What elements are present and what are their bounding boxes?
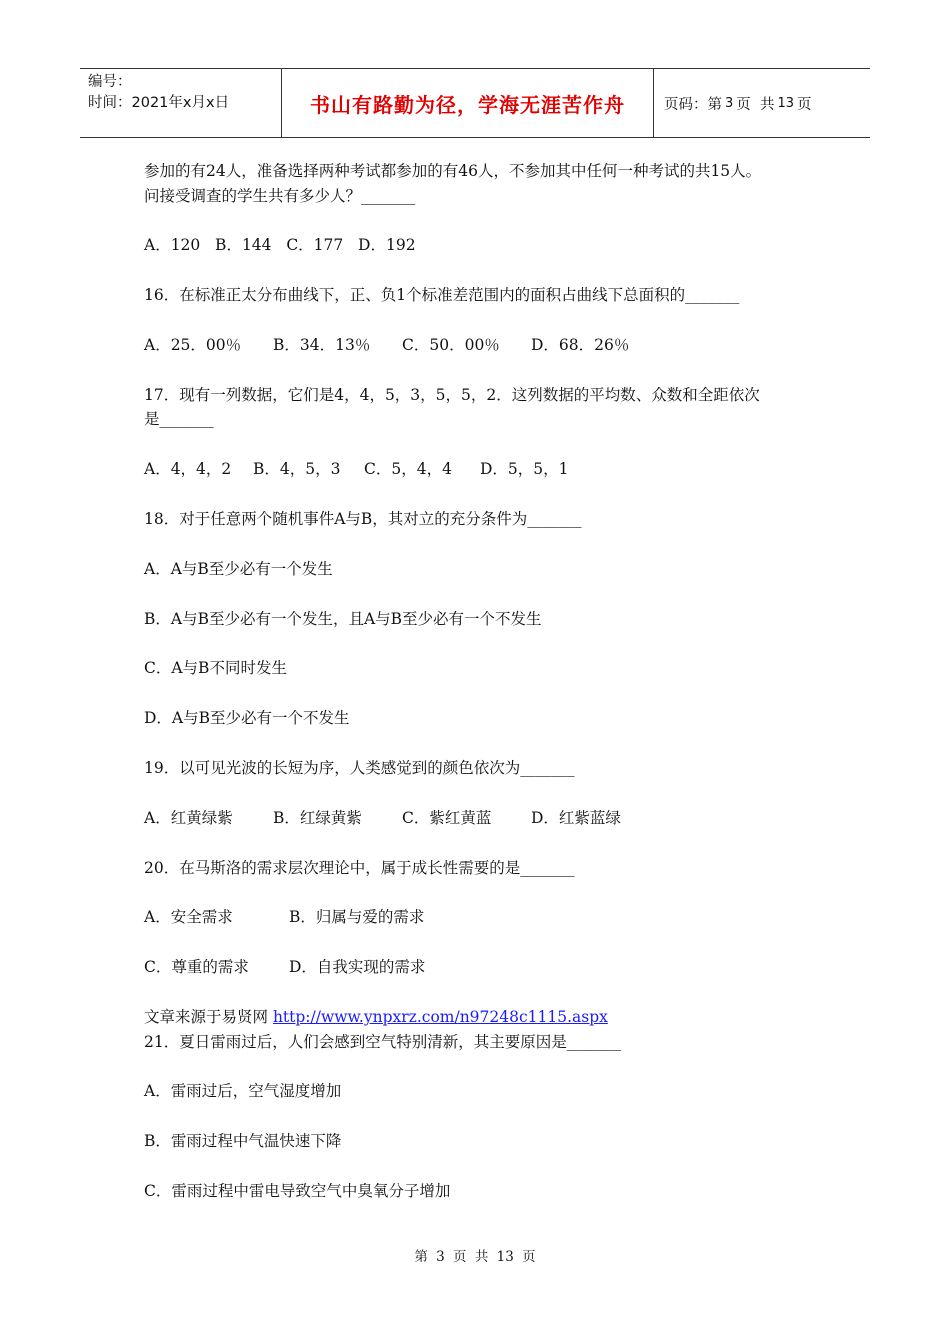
serial-label: 编号： bbox=[88, 74, 132, 90]
q21-option-c: C．雷雨过程中雷电导致空气中臭氧分子增加 bbox=[144, 1182, 451, 1200]
q17-option-b: B．4，5，3 bbox=[253, 460, 341, 478]
q20-option-d: D．自我实现的需求 bbox=[289, 958, 426, 976]
q15-text-line2: 问接受调查的学生共有多少人？_______ bbox=[144, 187, 416, 205]
source-prefix: 文章来源于易贤网 bbox=[144, 1008, 273, 1026]
page-suffix: 页 bbox=[797, 96, 812, 113]
q16-text: 16．在标准正太分布曲线下，正、负1个标准差范围内的面积占曲线下总面积的_______ bbox=[144, 286, 740, 304]
q20-option-a: A．安全需求 bbox=[144, 908, 233, 926]
q18-option-a: A．A与B至少必有一个发生 bbox=[144, 560, 333, 578]
header-page-info bbox=[654, 69, 870, 137]
q17-text-line1: 17．现有一列数据，它们是4，4，5，3，5，5，2．这列数据的平均数、众数和全距依次 bbox=[144, 386, 760, 404]
q17-option-c: C．5，4，4 bbox=[364, 460, 452, 478]
q19-text: 19．以可见光波的长短为序，人类感觉到的颜色依次为_______ bbox=[144, 759, 575, 777]
q21-text: 21．夏日雷雨过后，人们会感到空气特别清新，其主要原因是_______ bbox=[144, 1033, 621, 1051]
page-prefix: 页码：第 bbox=[664, 96, 722, 113]
q20-option-c: C．尊重的需求 bbox=[144, 958, 249, 976]
q20-option-b: B．归属与爱的需求 bbox=[289, 908, 425, 926]
q21-option-a: A．雷雨过后，空气湿度增加 bbox=[144, 1082, 342, 1100]
page-total: 13 bbox=[777, 95, 795, 111]
q21-option-b: B．雷雨过程中气温快速下降 bbox=[144, 1132, 342, 1150]
page-mid: 页 共 bbox=[736, 96, 775, 113]
source-line bbox=[144, 1006, 608, 1028]
q17-text-line2: 是_______ bbox=[144, 410, 214, 428]
q20-options-row1 bbox=[144, 906, 424, 928]
page-header bbox=[80, 68, 870, 138]
q18-option-b: B．A与B至少必有一个发生，且A与B至少必有一个不发生 bbox=[144, 610, 542, 628]
q16-option-a: A．25．00％ bbox=[144, 336, 242, 354]
header-motto: 书山有路勤为径，学海无涯苦作舟 bbox=[282, 69, 654, 137]
q16-option-b: B．34．13％ bbox=[273, 336, 371, 354]
page-footer: 第 3 页 共 13 页 bbox=[414, 1249, 536, 1265]
q18-text: 18．对于任意两个随机事件A与B，其对立的充分条件为_______ bbox=[144, 510, 582, 528]
q19-option-a: A．红黄绿紫 bbox=[144, 809, 233, 827]
q20-text: 20．在马斯洛的需求层次理论中，属于成长性需要的是_______ bbox=[144, 859, 575, 877]
q18-option-c: C．A与B不同时发生 bbox=[144, 659, 287, 677]
q18-option-d: D．A与B至少必有一个不发生 bbox=[144, 709, 350, 727]
header-meta bbox=[80, 69, 282, 137]
q19-option-d: D．红紫蓝绿 bbox=[531, 809, 621, 827]
q16-option-d: D．68．26％ bbox=[531, 336, 630, 354]
q15-text-line1: 参加的有24人，准备选择两种考试都参加的有46人，不参加其中任何一种考试的共15人。 bbox=[144, 162, 762, 180]
q16-options bbox=[144, 334, 629, 356]
page-current: 3 bbox=[725, 95, 734, 111]
source-link[interactable]: http://www.ynpxrz.com/n97248c1115.aspx bbox=[272, 1008, 608, 1026]
q16-option-c: C．50．00％ bbox=[402, 336, 500, 354]
q19-options bbox=[144, 807, 621, 829]
q19-option-b: B．红绿黄紫 bbox=[273, 809, 362, 827]
q17-option-d: D．5，5，1 bbox=[480, 460, 569, 478]
q17-option-a: A．4，4，2 bbox=[144, 460, 232, 478]
q17-options bbox=[144, 458, 569, 480]
q20-options-row2 bbox=[144, 956, 425, 978]
q15-options: A．120 B．144 C．177 D．192 bbox=[144, 236, 416, 254]
q19-option-c: C．紫红黄蓝 bbox=[402, 809, 492, 827]
time-label: 时间：2021年x月x日 bbox=[88, 95, 230, 111]
